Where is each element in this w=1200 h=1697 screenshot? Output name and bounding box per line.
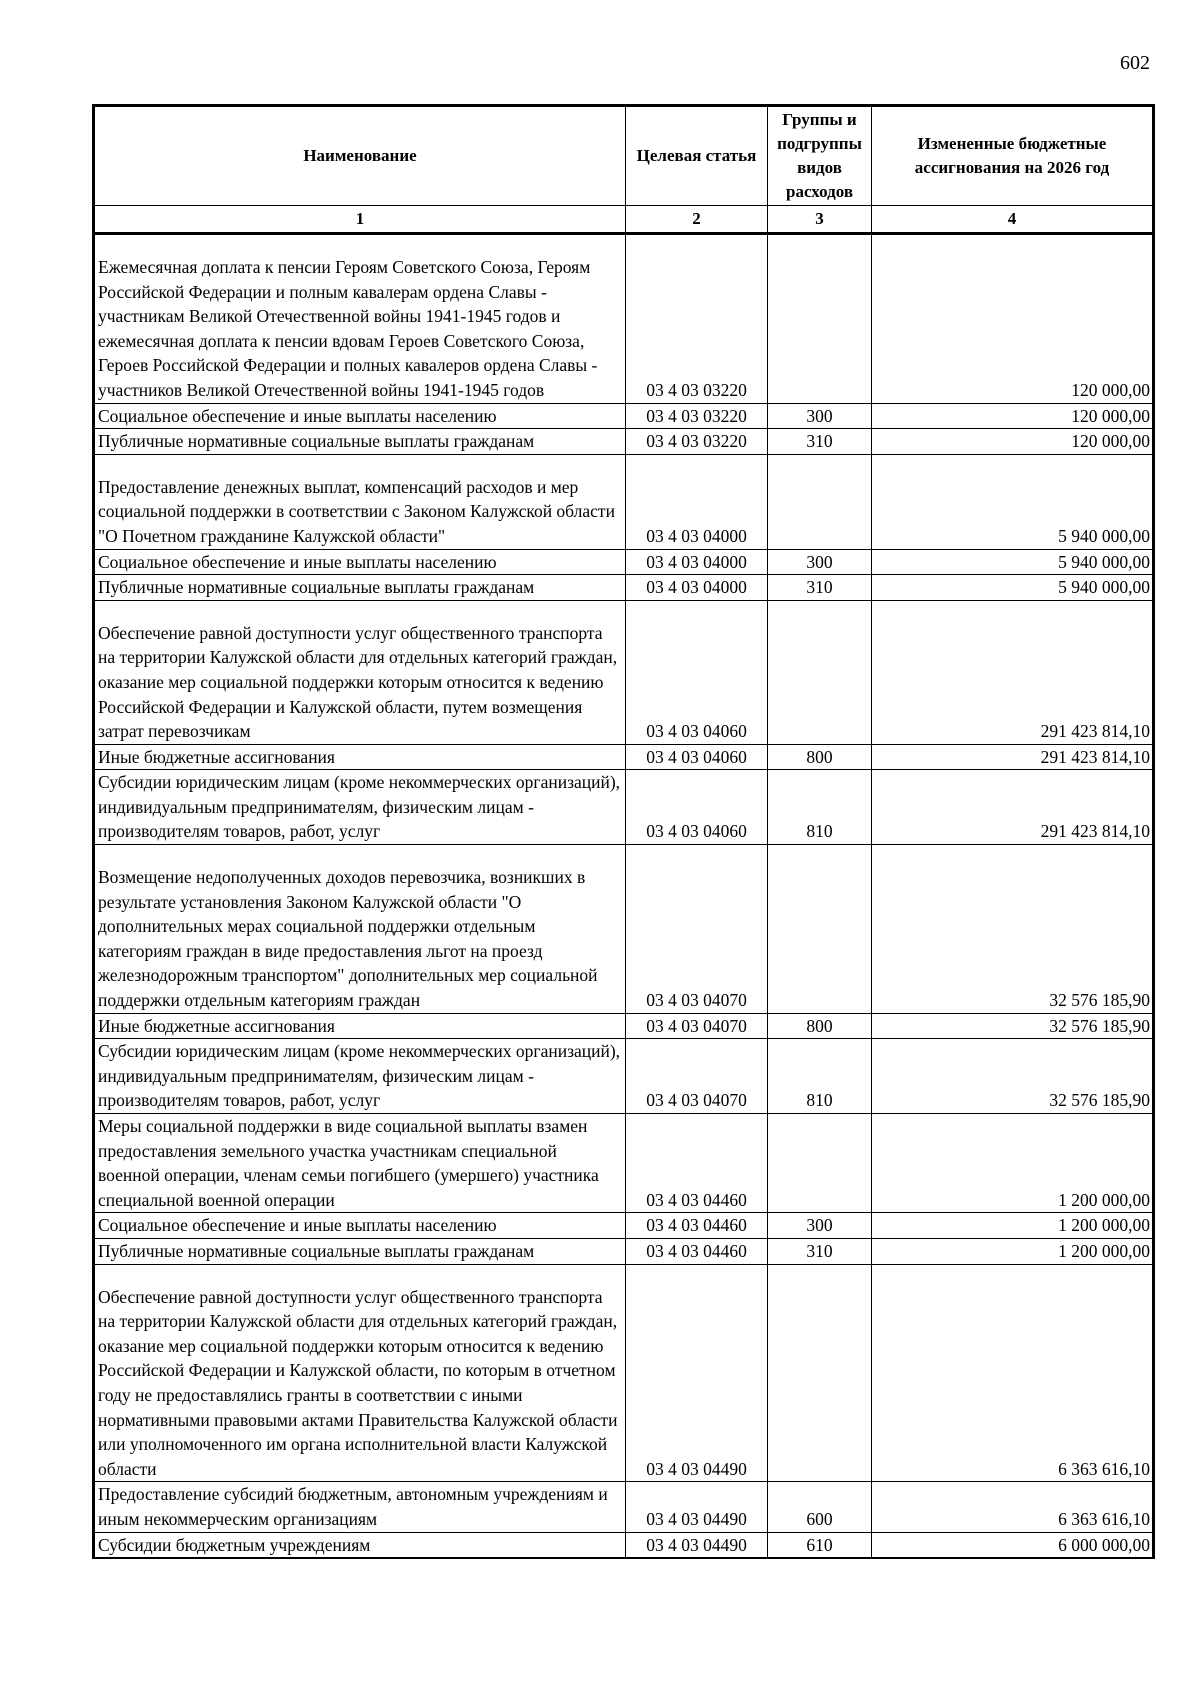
row-target-code: 03 4 03 04460 bbox=[626, 1114, 768, 1213]
row-group-code: 310 bbox=[768, 1238, 872, 1264]
row-name: Публичные нормативные социальные выплаты гражданам bbox=[94, 429, 626, 455]
table-header bbox=[94, 106, 1154, 234]
row-target-code: 03 4 03 04000 bbox=[626, 549, 768, 575]
table-row bbox=[94, 454, 1154, 549]
row-name: Публичные нормативные социальные выплаты гражданам bbox=[94, 1238, 626, 1264]
table-row bbox=[94, 1114, 1154, 1213]
row-amount: 5 940 000,00 bbox=[872, 454, 1154, 549]
row-group-code: 300 bbox=[768, 403, 872, 429]
row-amount: 1 200 000,00 bbox=[872, 1114, 1154, 1213]
table-row bbox=[94, 575, 1154, 601]
row-name: Публичные нормативные социальные выплаты гражданам bbox=[94, 575, 626, 601]
row-name: Субсидии бюджетным учреждениям bbox=[94, 1532, 626, 1558]
row-amount: 32 576 185,90 bbox=[872, 845, 1154, 1014]
row-amount: 6 363 616,10 bbox=[872, 1482, 1154, 1532]
row-name: Социальное обеспечение и иные выплаты населению bbox=[94, 1213, 626, 1239]
row-target-code: 03 4 03 03220 bbox=[626, 429, 768, 455]
row-name: Обеспечение равной доступности услуг общественного транспорта на территории Калужской области для отдельных категорий граждан, оказание мер социальной поддержки которым относится к ведению Российской Федерации и Калужской области, путем возмещения затрат перевозчикам bbox=[94, 600, 626, 744]
header-group: Группы и подгруппы видов расходов bbox=[768, 106, 872, 206]
row-group-code: 300 bbox=[768, 1213, 872, 1239]
row-group-code: 310 bbox=[768, 575, 872, 601]
row-amount: 120 000,00 bbox=[872, 429, 1154, 455]
row-amount: 6 000 000,00 bbox=[872, 1532, 1154, 1558]
row-amount: 291 423 814,10 bbox=[872, 770, 1154, 845]
row-name: Обеспечение равной доступности услуг общественного транспорта на территории Калужской области для отдельных категорий граждан, оказание мер социальной поддержки которым относится к ведению Российской Федерации и Калужской области, по которым в отчетном году не предоставлялись гранты в соответствии с иными нормативными правовыми актами Правительства Калужской области или уполномоченного им органа исполнительной власти Калужской области bbox=[94, 1264, 626, 1482]
table-row bbox=[94, 1013, 1154, 1039]
row-group-code bbox=[768, 600, 872, 744]
row-name: Субсидии юридическим лицам (кроме некоммерческих организаций), индивидуальным предпринимателям, физическим лицам - производителям товаров, работ, услуг bbox=[94, 770, 626, 845]
row-name: Иные бюджетные ассигнования bbox=[94, 744, 626, 770]
column-number: 2 bbox=[626, 206, 768, 234]
row-amount: 32 576 185,90 bbox=[872, 1013, 1154, 1039]
table-row bbox=[94, 1482, 1154, 1532]
row-name: Ежемесячная доплата к пенсии Героям Советского Союза, Героям Российской Федерации и полным кавалерам ордена Славы - участникам Великой Отечественной войны 1941-1945 годов и ежемесячная доплата к пенсии вдовам Героев Советского Союза, Героев Российской Федерации и полных кавалеров ордена Славы - участников Великой Отечественной войны 1941-1945 годов bbox=[94, 234, 626, 404]
row-target-code: 03 4 03 04060 bbox=[626, 770, 768, 845]
row-group-code bbox=[768, 1264, 872, 1482]
row-amount: 291 423 814,10 bbox=[872, 744, 1154, 770]
table-row bbox=[94, 600, 1154, 744]
table-row bbox=[94, 1213, 1154, 1239]
row-amount: 6 363 616,10 bbox=[872, 1264, 1154, 1482]
table-row bbox=[94, 403, 1154, 429]
row-amount: 1 200 000,00 bbox=[872, 1238, 1154, 1264]
page-number: 602 bbox=[1120, 52, 1150, 74]
row-target-code: 03 4 03 04070 bbox=[626, 1013, 768, 1039]
row-group-code: 810 bbox=[768, 770, 872, 845]
row-group-code: 600 bbox=[768, 1482, 872, 1532]
row-group-code bbox=[768, 845, 872, 1014]
row-group-code: 810 bbox=[768, 1039, 872, 1114]
row-target-code: 03 4 03 03220 bbox=[626, 403, 768, 429]
row-group-code: 300 bbox=[768, 549, 872, 575]
row-group-code: 800 bbox=[768, 744, 872, 770]
row-amount: 1 200 000,00 bbox=[872, 1213, 1154, 1239]
row-target-code: 03 4 03 04060 bbox=[626, 744, 768, 770]
row-target-code: 03 4 03 03220 bbox=[626, 234, 768, 404]
column-number: 4 bbox=[872, 206, 1154, 234]
row-target-code: 03 4 03 04490 bbox=[626, 1482, 768, 1532]
table-row bbox=[94, 1264, 1154, 1482]
row-name: Предоставление денежных выплат, компенсаций расходов и мер социальной поддержки в соответствии с Законом Калужской области "О Почетном гражданине Калужской области" bbox=[94, 454, 626, 549]
row-group-code: 610 bbox=[768, 1532, 872, 1558]
row-target-code: 03 4 03 04060 bbox=[626, 600, 768, 744]
row-target-code: 03 4 03 04070 bbox=[626, 845, 768, 1014]
row-amount: 120 000,00 bbox=[872, 403, 1154, 429]
row-target-code: 03 4 03 04000 bbox=[626, 575, 768, 601]
table-row bbox=[94, 744, 1154, 770]
table-row bbox=[94, 234, 1154, 404]
row-name: Социальное обеспечение и иные выплаты населению bbox=[94, 549, 626, 575]
row-name: Иные бюджетные ассигнования bbox=[94, 1013, 626, 1039]
row-group-code: 310 bbox=[768, 429, 872, 455]
row-target-code: 03 4 03 04490 bbox=[626, 1264, 768, 1482]
table-row bbox=[94, 845, 1154, 1014]
row-group-code: 800 bbox=[768, 1013, 872, 1039]
row-amount: 32 576 185,90 bbox=[872, 1039, 1154, 1114]
column-number: 3 bbox=[768, 206, 872, 234]
row-name: Возмещение недополученных доходов перевозчика, возникших в результате установления Законом Калужской области "О дополнительных мерах социальной поддержки отдельным категориям граждан в виде предоставления льгот на проезд железнодорожным транспортом" дополнительных мер социальной поддержки отдельным категориям граждан bbox=[94, 845, 626, 1014]
row-group-code bbox=[768, 454, 872, 549]
table-body bbox=[94, 234, 1154, 1559]
row-amount: 5 940 000,00 bbox=[872, 549, 1154, 575]
row-amount: 291 423 814,10 bbox=[872, 600, 1154, 744]
table-row bbox=[94, 1039, 1154, 1114]
table-row bbox=[94, 770, 1154, 845]
header-name: Наименование bbox=[94, 106, 626, 206]
row-target-code: 03 4 03 04460 bbox=[626, 1238, 768, 1264]
row-amount: 5 940 000,00 bbox=[872, 575, 1154, 601]
header-amount: Измененные бюджетные ассигнования на 2026 год bbox=[872, 106, 1154, 206]
row-group-code bbox=[768, 234, 872, 404]
row-target-code: 03 4 03 04000 bbox=[626, 454, 768, 549]
row-target-code: 03 4 03 04460 bbox=[626, 1213, 768, 1239]
row-name: Субсидии юридическим лицам (кроме некоммерческих организаций), индивидуальным предпринимателям, физическим лицам - производителям товаров, работ, услуг bbox=[94, 1039, 626, 1114]
table-row bbox=[94, 549, 1154, 575]
row-group-code bbox=[768, 1114, 872, 1213]
table-row bbox=[94, 1238, 1154, 1264]
row-name: Социальное обеспечение и иные выплаты населению bbox=[94, 403, 626, 429]
row-name: Меры социальной поддержки в виде социальной выплаты взамен предоставления земельного участка участникам специальной военной операции, членам семьи погибшего (умершего) участника специальной военной операции bbox=[94, 1114, 626, 1213]
header-target: Целевая статья bbox=[626, 106, 768, 206]
row-amount: 120 000,00 bbox=[872, 234, 1154, 404]
table-row bbox=[94, 429, 1154, 455]
budget-table bbox=[92, 104, 1155, 1559]
column-number: 1 bbox=[94, 206, 626, 234]
table-row bbox=[94, 1532, 1154, 1558]
row-target-code: 03 4 03 04490 bbox=[626, 1532, 768, 1558]
row-target-code: 03 4 03 04070 bbox=[626, 1039, 768, 1114]
row-name: Предоставление субсидий бюджетным, автономным учреждениям и иным некоммерческим организациям bbox=[94, 1482, 626, 1532]
